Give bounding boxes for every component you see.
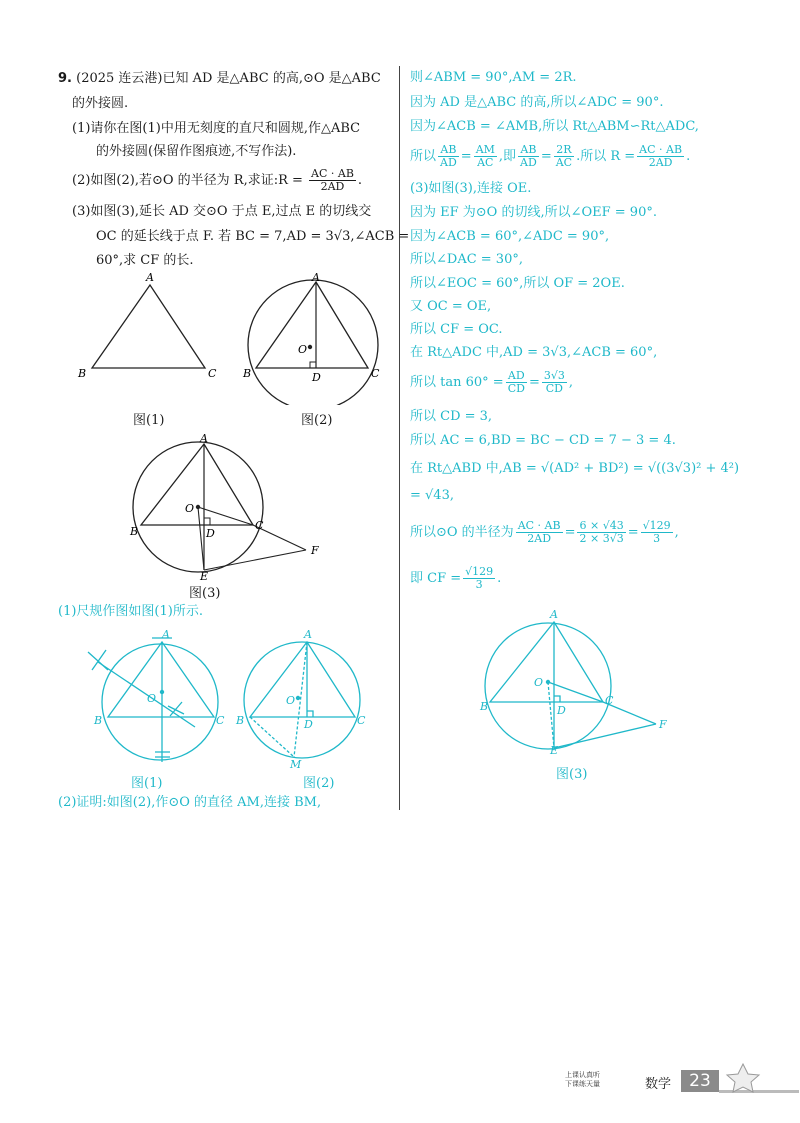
label-e: E — [200, 570, 209, 582]
label-d: D — [312, 371, 321, 384]
label-e: E — [550, 744, 559, 756]
label-o: O — [534, 676, 544, 689]
question-part2: (2)如图(2),若⊙O 的半径为 R,求证:R = $\frac{AC \cdot AB}{2AD}$ . — [72, 167, 363, 193]
answer-step-1: (1)尺规作图如图(1)所示. — [58, 604, 203, 619]
label-a: A — [304, 628, 312, 641]
question-line-2: 的外接圆. — [72, 96, 129, 111]
label-d: D — [304, 718, 313, 731]
figure-2 — [238, 270, 388, 405]
answer-line-19: 即 CF = $\frac{√129}{3}$ . — [410, 565, 502, 591]
label-c: C — [605, 694, 614, 707]
answer-line-17: = √43, — [410, 488, 454, 503]
label-d: D — [206, 527, 215, 540]
footer — [565, 1070, 800, 1094]
answer-figure-1 — [80, 622, 225, 772]
label-b: B — [78, 367, 87, 380]
label-o: O — [298, 343, 308, 356]
answer-line-16: 在 Rt△ABD 中,AB = √(AD² + BD²) = √((3√3)² + 4²) — [410, 461, 740, 476]
answer-line-15: 所以 AC = 6,BD = BC − CD = 7 − 3 = 4. — [410, 433, 676, 448]
label-b: B — [236, 714, 245, 727]
answer-line-13: 所以 tan 60° = $\frac{AD}{CD}$ = $\frac{3√3}{CD}$ , — [410, 369, 573, 395]
column-divider — [399, 66, 400, 810]
question-part1-b: 的外接圆(保留作图痕迹,不写作法). — [96, 144, 297, 159]
label-b: B — [243, 367, 252, 380]
label-f: F — [659, 718, 667, 731]
question-number: 9. — [58, 71, 72, 86]
question-part1-a: (1)请你在图(1)中用无刻度的直尺和圆规,作△ABC — [72, 121, 361, 136]
answer-line-4: 所以 $\frac{AB}{AD}$ = $\frac{AM}{AC}$ ,即 $\frac{AB}{AD}$ = $\frac{2R}{AC}$ .所以 R = $\frac{AC \cdot AB}{2AD}$ . — [410, 143, 691, 169]
answer-line-2: 因为 AD 是△ABC 的高,所以∠ADC = 90°. — [410, 95, 664, 110]
answer-figure-3-caption: 图(3) — [556, 767, 588, 782]
answer-figure-2 — [232, 622, 377, 772]
answer-line-7: 因为∠ACB = 60°,∠ADC = 90°, — [410, 229, 610, 244]
answer-step-2: (2)证明:如图(2),作⊙O 的直径 AM,连接 BM, — [58, 795, 322, 810]
answer-line-3: 因为∠ACB = ∠AMB,所以 Rt△ABM∽Rt△ADC, — [410, 119, 699, 134]
label-b: B — [130, 525, 139, 538]
label-a: A — [146, 271, 154, 284]
answer-line-1: 则∠ABM = 90°,AM = 2R. — [410, 70, 577, 85]
label-m: M — [290, 758, 302, 771]
question-line-1: 9. (2025 连云港)已知 AD 是△ABC 的高,⊙O 是△ABC — [58, 71, 381, 86]
answer-line-11: 所以 CF = OC. — [410, 322, 503, 337]
label-a: A — [312, 271, 320, 284]
label-a: A — [162, 628, 170, 641]
answer-line-5: (3)如图(3),连接 OE. — [410, 181, 532, 196]
figure-1 — [70, 270, 230, 385]
label-c: C — [208, 367, 217, 380]
question-part3-a: (3)如图(3),延长 AD 交⊙O 于点 E,过点 E 的切线交 — [72, 204, 372, 219]
label-c: C — [357, 714, 366, 727]
label-b: B — [94, 714, 103, 727]
figure-3 — [128, 432, 328, 582]
question-part3-b: OC 的延长线于点 F. 若 BC = 7,AD = 3√3,∠ACB = — [96, 229, 410, 244]
label-d: D — [557, 704, 566, 717]
answer-line-8: 所以∠DAC = 30°, — [410, 252, 523, 267]
label-o: O — [185, 502, 195, 515]
answer-figure-2-caption: 图(2) — [303, 776, 335, 791]
r-fraction: $\frac{AC \cdot AB}{2AD}$ — [311, 167, 354, 193]
answer-figure-1-caption: 图(1) — [131, 776, 163, 791]
mascot-star-icon — [723, 1062, 763, 1094]
question-part3-c: 60°,求 CF 的长. — [96, 253, 194, 268]
figure-1-caption: 图(1) — [133, 413, 165, 428]
label-c: C — [371, 367, 380, 380]
label-f: F — [311, 544, 319, 557]
figure-3-caption: 图(3) — [189, 586, 221, 601]
label-a: A — [550, 608, 558, 621]
answer-line-12: 在 Rt△ADC 中,AD = 3√3,∠ACB = 60°, — [410, 345, 658, 360]
answer-line-9: 所以∠EOC = 60°,所以 OF = 2OE. — [410, 276, 625, 291]
label-a: A — [200, 432, 208, 445]
answer-figure-3 — [478, 606, 678, 756]
label-c: C — [216, 714, 225, 727]
answer-line-10: 又 OC = OE, — [410, 299, 492, 314]
footer-slogan: 上课认真听 下课练天量 — [565, 1071, 600, 1088]
label-o: O — [147, 692, 157, 705]
label-c: C — [255, 519, 264, 532]
answer-line-18: 所以⊙O 的半径为 $\frac{AC \cdot AB}{2AD}$ = $\frac{6 \times √43}{2 \times 3√3}$ = $\frac{√129}{3}$ , — [410, 519, 679, 545]
label-b: B — [480, 700, 489, 713]
footer-subject: 数学 — [645, 1077, 672, 1092]
answer-line-14: 所以 CD = 3, — [410, 409, 493, 424]
answer-line-6: 因为 EF 为⊙O 的切线,所以∠OEF = 90°. — [410, 205, 657, 220]
page-number: 23 — [681, 1070, 719, 1092]
figure-2-caption: 图(2) — [301, 413, 333, 428]
label-o: O — [286, 694, 296, 707]
